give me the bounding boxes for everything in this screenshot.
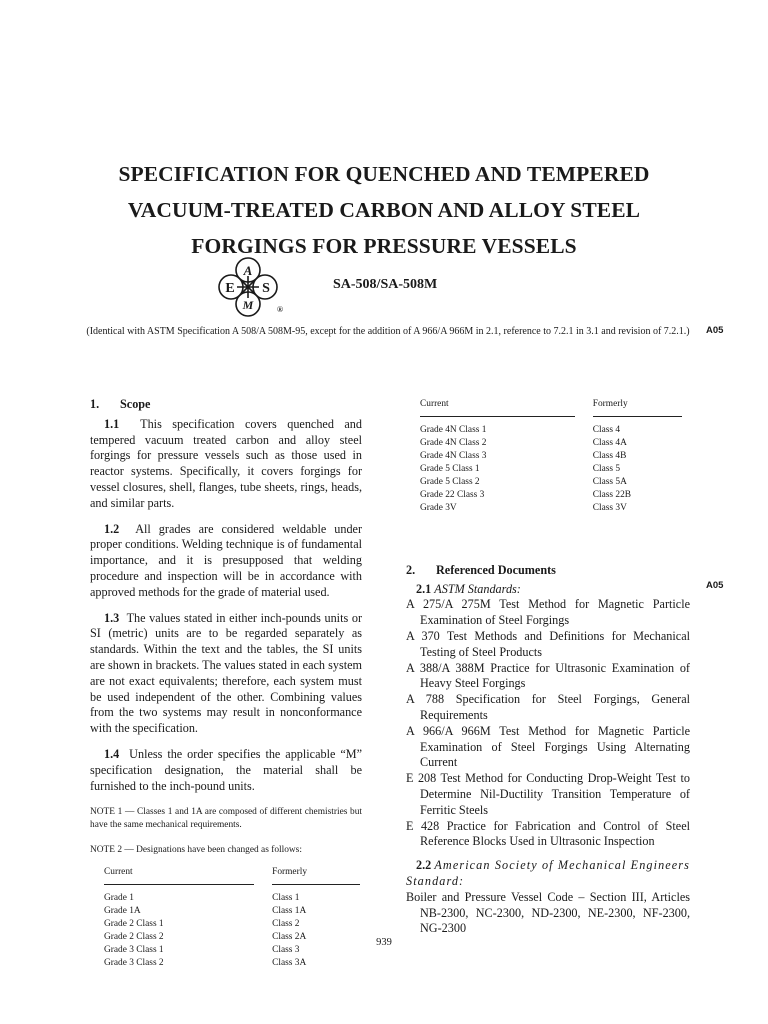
table-cell: Class 1 <box>272 893 300 904</box>
document-title <box>0 156 768 264</box>
subsection-title: ASTM Standards: <box>434 581 521 596</box>
paragraph-number: 2.1 <box>416 581 432 596</box>
table-cell: Grade 2 Class 1 <box>104 919 164 930</box>
table-row <box>104 957 360 970</box>
right-column <box>406 397 690 937</box>
table-cell: Class 5 <box>592 463 621 474</box>
table-cell: Grade 4N Class 3 <box>420 450 487 461</box>
table-header: Formerly <box>593 397 682 416</box>
paragraph-text: All grades are considered weldable under proper conditions. Welding technique is of fundamental importance, and it is presupposed that welding procedure and inspection will be in accordance with approved methods for the grade of material used. <box>90 521 362 599</box>
table-cell: Class 3 <box>272 945 300 956</box>
table-header: Current <box>420 397 575 416</box>
table-row <box>420 489 682 502</box>
paragraph-number: 1.3 <box>104 610 120 625</box>
table-cell: Class 4A <box>592 437 627 448</box>
table-row <box>104 885 360 906</box>
section-number: 2. <box>406 562 416 577</box>
left-column <box>90 397 362 970</box>
table-cell: Class 2A <box>272 932 307 943</box>
table-row <box>420 502 682 515</box>
table-cell: Class 3A <box>272 958 307 969</box>
logo-registered-mark: ® <box>277 305 283 314</box>
reference-item: A 966/A 966M Test Method for Magnetic Particle Examination of Steel Forgings Using Alternating Current <box>406 723 690 770</box>
paragraph-number: 2.2 <box>416 858 432 873</box>
paragraph-number: 1.1 <box>104 416 120 431</box>
section-heading-scope <box>90 397 362 413</box>
title-line: SPECIFICATION FOR QUENCHED AND TEMPERED <box>118 162 650 186</box>
table-cell: Class 2 <box>272 919 300 930</box>
table-row <box>420 437 682 450</box>
reference-item: A 275/A 275M Test Method for Magnetic Particle Examination of Steel Forgings <box>406 597 690 628</box>
table-row <box>420 416 682 437</box>
subsection-heading-astm <box>406 582 690 598</box>
paragraph <box>90 747 362 794</box>
page-number: 939 <box>376 937 392 948</box>
title-line: FORGINGS FOR PRESSURE VESSELS <box>191 234 577 258</box>
revision-mark: A05 <box>706 580 724 591</box>
table-cell: Grade 5 Class 1 <box>420 463 480 474</box>
subsection-title: American Society of Mechanical Engineers Standard: <box>406 858 690 888</box>
logo-letter: A <box>243 263 253 278</box>
table-cell: Grade 2 Class 2 <box>104 932 164 943</box>
reference-item: A 388/A 388M Practice for Ultrasonic Examination of Heavy Steel Forgings <box>406 660 690 691</box>
table-cell: Grade 22 Class 3 <box>420 489 485 500</box>
paragraph-number: 1.4 <box>104 746 120 761</box>
table-cell: Class 3V <box>592 502 627 513</box>
logo-letter: M <box>242 298 254 312</box>
reference-item: Boiler and Pressure Vessel Code – Section III, Articles NB-2300, NC-2300, ND-2300, NE-2300, NF-2300, NG-2300 <box>406 889 690 936</box>
table-cell: Grade 3 Class 2 <box>104 958 164 969</box>
table-row <box>420 463 682 476</box>
designation-table-left <box>104 865 360 970</box>
paragraph-number: 1.2 <box>104 521 120 536</box>
table-cell: Grade 1A <box>104 906 141 917</box>
reference-item: E 208 Test Method for Conducting Drop-Weight Test to Determine Nil-Ductility Transition Temperature of Ferritic Steels <box>406 771 690 817</box>
note-2: NOTE 2 — Designations have been changed as follows: <box>90 845 302 856</box>
section-number: 1. <box>90 397 100 411</box>
subsection-heading-asme <box>406 858 690 890</box>
section-title: Referenced Documents <box>436 562 556 577</box>
designation: SA-508/SA-508M <box>333 277 438 292</box>
table-cell: Class 4B <box>592 450 627 461</box>
logo-letter: S <box>262 281 270 296</box>
asme-logo-icon <box>208 256 288 318</box>
title-line: VACUUM-TREATED CARBON AND ALLOY STEEL <box>127 198 641 222</box>
reference-item: A 788 Specification for Steel Forgings, General Requirements <box>406 692 690 722</box>
paragraph-text: The values stated in either inch-pounds units or SI (metric) units are to be regarded separately as standards. Within the text and the tables, the SI units are shown in brackets. The values stated in each system are not exact equivalents; therefore, each system must be used independent of the other. Combining values from the two systems may result in nonconformance with the specification. <box>90 610 363 736</box>
note-1: NOTE 1 — Classes 1 and 1A are composed of different chemistries but have the same mechanical requirements. <box>90 807 362 831</box>
reference-item: E 428 Practice for Fabrication and Control of Steel Reference Blocks Used in Ultrasonic Inspection <box>406 818 690 849</box>
table-cell: Class 5A <box>592 476 627 487</box>
table-cell: Grade 5 Class 2 <box>420 476 480 487</box>
paragraph <box>90 417 362 512</box>
paragraph <box>90 522 362 601</box>
revision-mark: A05 <box>706 325 724 336</box>
table-cell: Class 1A <box>272 906 307 917</box>
section-heading-referenced-documents <box>406 563 690 579</box>
table-cell: Grade 4N Class 2 <box>420 437 487 448</box>
paragraph <box>90 611 362 737</box>
table-header: Current <box>104 865 254 884</box>
table-cell: Grade 3 Class 1 <box>104 945 164 956</box>
identical-note: (Identical with ASTM Specification A 508/A 508M-95, except for the addition of A 966/A 966M in 2.1, reference to 7.2.1 in 3.1 and revision of 7.2.1.) <box>86 326 690 337</box>
table-header: Formerly <box>272 865 360 884</box>
table-cell: Grade 1 <box>104 893 134 904</box>
table-cell: Class 22B <box>592 489 632 500</box>
table-row <box>104 918 360 931</box>
table-row <box>104 905 360 918</box>
table-row <box>420 450 682 463</box>
paragraph-text: Unless the order specifies the applicable “M” specification designation, the material shall be furnished to the inch-pound units. <box>90 746 363 793</box>
paragraph-text: This specification covers quenched and tempered vacuum treated carbon and alloy steel forgings for pressure vessels such as those used in reactor systems. Specifically, it covers forgings for vessel closures, shell, flanges, tube sheets, rings, heads, and similar parts. <box>90 416 362 510</box>
section-title: Scope <box>120 397 151 411</box>
table-cell: Class 4 <box>592 424 621 435</box>
table-cell: Grade 4N Class 1 <box>420 424 487 435</box>
logo-letter: E <box>225 281 235 296</box>
table-cell: Grade 3V <box>420 502 457 513</box>
designation-table-right <box>420 397 682 515</box>
table-row <box>420 476 682 489</box>
reference-item: A 370 Test Methods and Definitions for Mechanical Testing of Steel Products <box>406 628 690 659</box>
